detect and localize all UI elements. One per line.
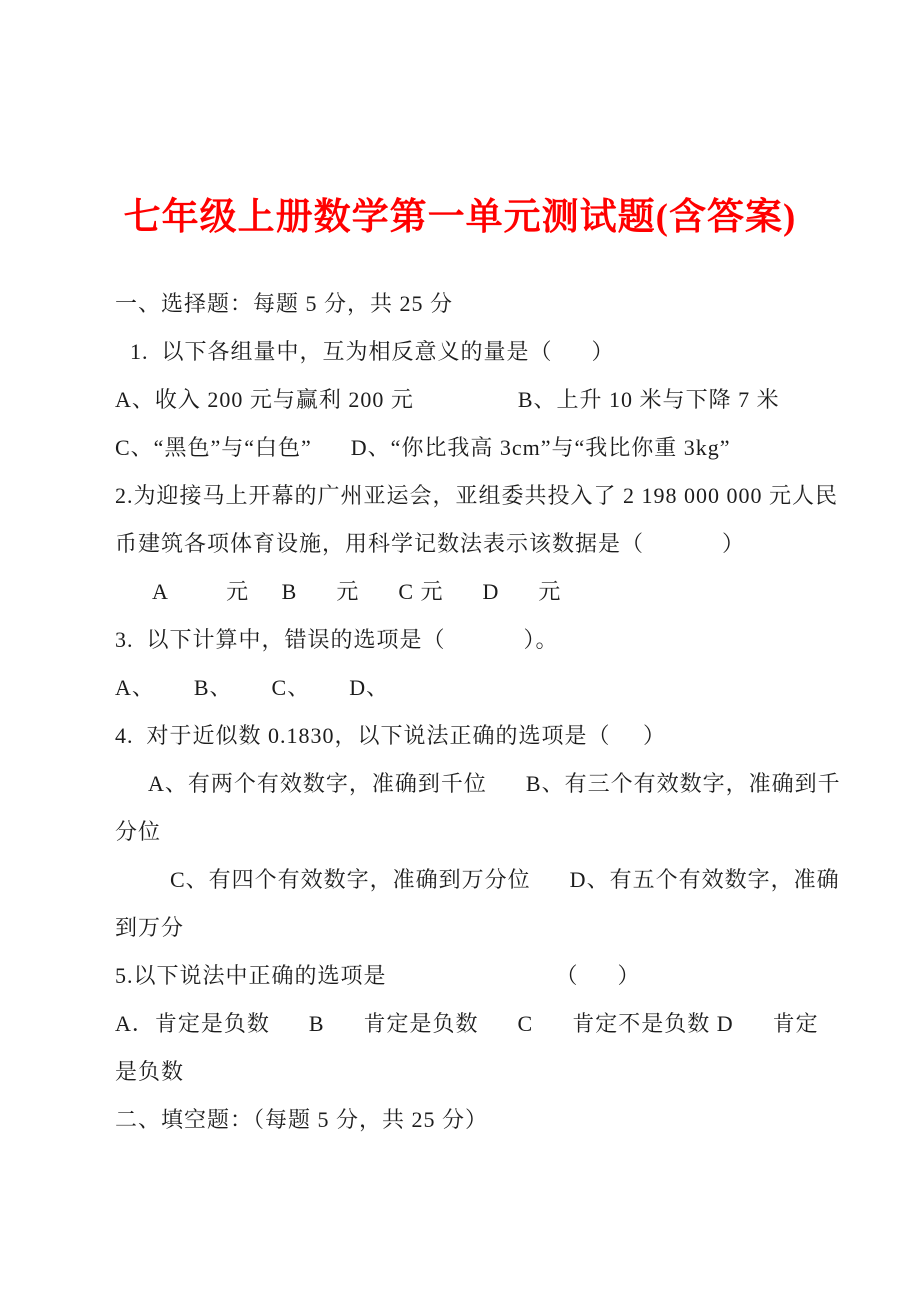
- question-2-line-2: 币建筑各项体育设施，用科学记数法表示该数据是（ ）: [115, 531, 746, 556]
- question-1-options-ab: A、收入 200 元与赢利 200 元 B、上升 10 米与下降 7 米: [115, 387, 780, 412]
- question-1-options-cd: C、“黑色”与“白色” D、“你比我高 3cm”与“我比你重 3kg”: [115, 435, 731, 460]
- question-5: 5.以下说法中正确的选项是 （ ）: [115, 963, 641, 988]
- section-2-header: 二、填空题：（每题 5 分，共 25 分）: [115, 1107, 489, 1132]
- question-4-options-ab-cont: 分位: [115, 819, 162, 844]
- document-body: [0, 280, 920, 1144]
- question-3-options: A、 B、 C、 D、: [115, 675, 390, 700]
- question-1: 1. 以下各组量中，互为相反意义的量是（ ）: [130, 339, 615, 364]
- question-4: 4. 对于近似数 0.1830，以下说法正确的选项是（ ）: [115, 723, 667, 748]
- document-title: 七年级上册数学第一单元测试题(含答案): [123, 197, 797, 238]
- question-3: 3. 以下计算中，错误的选项是（ ）。: [115, 627, 559, 652]
- question-4-options-ab: A、有两个有效数字，准确到千位 B、有三个有效数字，准确到千: [148, 771, 841, 796]
- question-4-options-cd-cont: 到万分: [115, 915, 185, 940]
- section-1-header: 一、选择题：每题 5 分，共 25 分: [115, 291, 454, 316]
- question-5-options: A．肯定是负数 B 肯定是负数 C 肯定不是负数 D 肯定: [115, 1011, 819, 1036]
- question-5-options-cont: 是负数: [115, 1059, 185, 1084]
- question-2-options: A 元 B 元 C 元 D 元: [152, 579, 562, 604]
- question-4-options-cd: C、有四个有效数字，准确到万分位 D、有五个有效数字，准确: [170, 867, 840, 892]
- question-2-line-1: 2.为迎接马上开幕的广州亚运会，亚组委共投入了 2 198 000 000 元人民: [115, 483, 839, 508]
